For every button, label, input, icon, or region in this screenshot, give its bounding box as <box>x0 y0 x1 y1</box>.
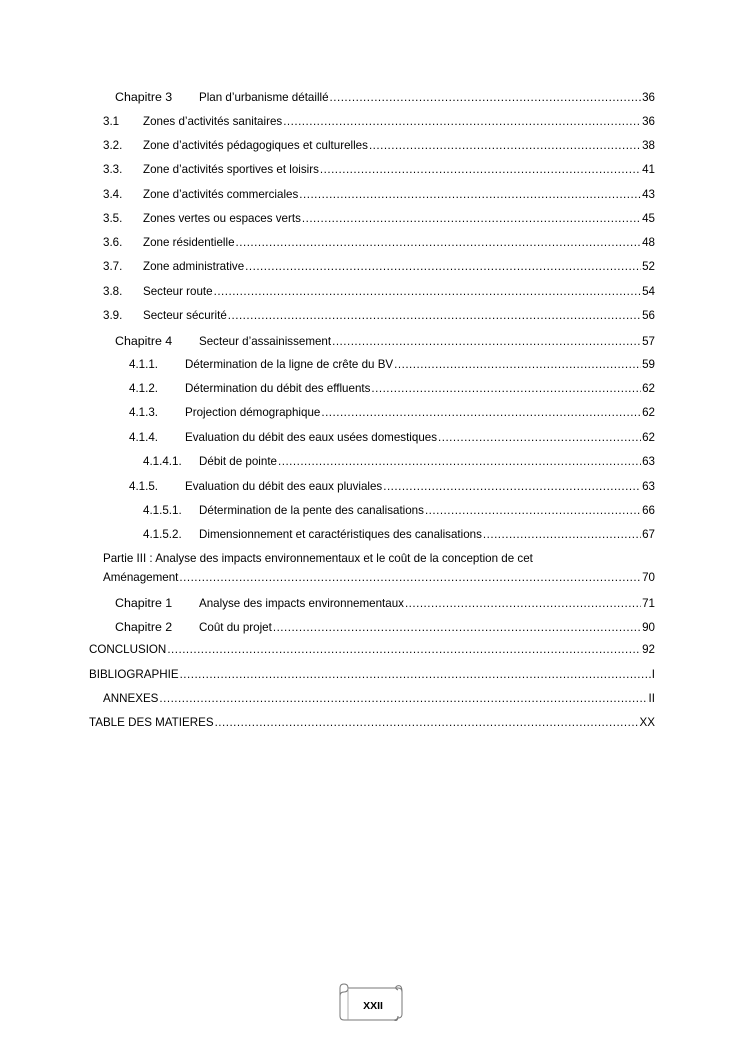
toc-entry[interactable] <box>103 137 655 155</box>
toc-entry-number: 4.1.1. <box>129 358 159 371</box>
toc-entry-title: Détermination de la pente des canalisations <box>199 504 424 517</box>
toc-entry[interactable] <box>103 307 655 325</box>
toc-leader <box>321 404 641 422</box>
toc-entry[interactable] <box>89 714 655 732</box>
toc-entry[interactable] <box>129 478 655 496</box>
toc-entry[interactable] <box>129 356 655 374</box>
toc-leader <box>483 526 641 544</box>
toc-entry-number: 3.7. <box>103 260 123 273</box>
toc-entry-number: 3.4. <box>103 188 123 201</box>
toc-entry-title: Secteur d’assainissement <box>199 335 332 348</box>
toc-entry[interactable] <box>115 594 655 612</box>
toc-entry-title: ANNEXES <box>103 692 159 705</box>
toc-entry-page: 43 <box>642 188 655 201</box>
toc-entry-title: Zone d’activités pédagogiques et culturelles <box>143 139 368 152</box>
toc-leader <box>394 356 641 374</box>
toc-entry-number: 3.6. <box>103 236 123 249</box>
toc-entry[interactable] <box>103 690 655 708</box>
toc-entry[interactable] <box>115 332 655 350</box>
toc-leader <box>245 258 641 276</box>
toc-entry-title: Analyse des impacts environnementaux <box>199 597 404 610</box>
toc-entry-number: 4.1.5.1. <box>143 504 182 517</box>
toc-entry-title: Débit de pointe <box>199 455 277 468</box>
page-number-scroll <box>336 980 408 1026</box>
toc-entry[interactable] <box>143 453 655 471</box>
toc-entry-page: 63 <box>642 455 655 468</box>
toc-entry[interactable] <box>129 429 655 447</box>
toc-leader <box>167 641 641 659</box>
toc-entry-title: Zone d’activités commerciales <box>143 188 299 201</box>
toc-entry-page: 59 <box>642 358 655 371</box>
toc-entry-number: 3.1 <box>103 115 120 128</box>
toc-entry-title: Dimensionnement et caractéristiques des canalisations <box>199 528 482 541</box>
toc-entry-title: Détermination du débit des effluents <box>185 382 371 395</box>
toc-entry-number: Chapitre 2 <box>115 620 173 634</box>
toc-entry-number: 3.5. <box>103 212 123 225</box>
toc-entry[interactable] <box>103 234 655 252</box>
toc-leader <box>302 210 641 228</box>
toc-entry-page: 36 <box>642 115 655 128</box>
toc-entry-title: Evaluation du débit des eaux usées domestiques <box>185 431 438 444</box>
toc-entry-number: 4.1.2. <box>129 382 159 395</box>
toc-entry-page: 66 <box>642 504 655 517</box>
toc-entry-title: Secteur sécurité <box>143 309 227 322</box>
toc-entry[interactable] <box>129 404 655 422</box>
toc-entry[interactable] <box>103 186 655 204</box>
toc-entry-number: 4.1.3. <box>129 406 159 419</box>
toc-leader <box>214 283 641 301</box>
toc-entry-page: 62 <box>642 382 655 395</box>
toc-entry-page: 63 <box>642 480 655 493</box>
toc-entry-title: CONCLUSION <box>89 643 167 656</box>
toc-leader <box>383 478 641 496</box>
toc-leader <box>299 186 641 204</box>
toc-entry-number: 3.8. <box>103 285 123 298</box>
toc-entry-page: 71 <box>642 597 655 610</box>
toc-leader <box>332 333 641 351</box>
toc-entry-page: 90 <box>642 621 655 634</box>
toc-leader <box>215 714 639 732</box>
toc-entry[interactable] <box>115 618 655 636</box>
toc-entry-page: 56 <box>642 309 655 322</box>
toc-entry[interactable] <box>115 88 655 106</box>
part-3-heading[interactable]: Partie III : Analyse des impacts environnementaux et le coût de la conception de cet <box>103 552 533 565</box>
toc-leader <box>438 429 641 447</box>
toc-entry[interactable] <box>103 113 655 131</box>
toc-leader <box>371 380 641 398</box>
toc-entry-page: 92 <box>642 643 655 656</box>
toc-entry-page: XX <box>639 716 655 729</box>
toc-entry-page: 38 <box>642 139 655 152</box>
toc-leader <box>228 307 641 325</box>
toc-entry-page: II <box>648 692 655 705</box>
toc-leader <box>273 619 641 637</box>
toc-entry-title: Plan d’urbanisme détaillé <box>199 91 329 104</box>
toc-entry[interactable] <box>143 526 655 544</box>
toc-entry-page: 57 <box>642 335 655 348</box>
toc-leader <box>179 569 641 587</box>
toc-entry[interactable] <box>103 210 655 228</box>
toc-entry-page: 62 <box>642 431 655 444</box>
toc-entry-title: Secteur route <box>143 285 213 298</box>
toc-entry-number: 4.1.4. <box>129 431 159 444</box>
toc-entry-number: 3.2. <box>103 139 123 152</box>
toc-entry[interactable] <box>103 569 655 587</box>
toc-entry-page: 36 <box>642 91 655 104</box>
toc-leader <box>159 690 647 708</box>
toc-entry-title: Coût du projet <box>199 621 272 634</box>
toc-entry[interactable] <box>89 666 655 684</box>
toc-entry[interactable] <box>89 641 655 659</box>
toc-leader <box>278 453 641 471</box>
toc-leader <box>330 89 642 107</box>
toc-entry-number: 3.9. <box>103 309 123 322</box>
toc-entry-number: 4.1.5.2. <box>143 528 182 541</box>
toc-entry-title: BIBLIOGRAPHIE <box>89 668 179 681</box>
toc-entry-title: Zone résidentielle <box>143 236 235 249</box>
toc-entry-title: Aménagement <box>103 571 179 584</box>
toc-entry-title: TABLE DES MATIERES <box>89 716 214 729</box>
toc-entry-title: Evaluation du débit des eaux pluviales <box>185 480 383 493</box>
toc-entry-title: Zone administrative <box>143 260 245 273</box>
toc-entry-number: Chapitre 1 <box>115 596 173 610</box>
toc-entry-page: 41 <box>642 163 655 176</box>
toc-entry-number: Chapitre 3 <box>115 90 173 104</box>
toc-entry-page: 52 <box>642 260 655 273</box>
toc-entry[interactable] <box>103 258 655 276</box>
toc-entry-title: Zones vertes ou espaces verts <box>143 212 301 225</box>
toc-entry-page: 45 <box>642 212 655 225</box>
toc-entry[interactable] <box>103 283 655 301</box>
toc-entry[interactable] <box>103 161 655 179</box>
toc-entry[interactable] <box>129 380 655 398</box>
page-number: XXII <box>363 1000 383 1012</box>
toc-entry-number: Chapitre 4 <box>115 334 173 348</box>
toc-leader <box>236 234 642 252</box>
toc-leader <box>369 137 641 155</box>
toc-entry-page: 54 <box>642 285 655 298</box>
toc-entry-title: Projection démographique <box>185 406 321 419</box>
toc-leader <box>320 161 641 179</box>
toc-leader <box>180 666 651 684</box>
toc-entry-title: Zones d’activités sanitaires <box>143 115 283 128</box>
toc-entry-page: 48 <box>642 236 655 249</box>
toc-leader <box>283 113 641 131</box>
toc-entry-page: 70 <box>642 571 655 584</box>
toc-entry-number: 4.1.5. <box>129 480 159 493</box>
toc-entry-page: I <box>651 668 655 681</box>
toc-entry-title: Détermination de la ligne de crête du BV <box>185 358 394 371</box>
toc-entry-title: Zone d’activités sportives et loisirs <box>143 163 319 176</box>
toc-leader <box>425 502 641 520</box>
toc-entry-number: 3.3. <box>103 163 123 176</box>
toc-entry-page: 62 <box>642 406 655 419</box>
toc-entry[interactable] <box>143 502 655 520</box>
toc-entry-page: 67 <box>642 528 655 541</box>
toc-leader <box>405 595 641 613</box>
toc-entry-number: 4.1.4.1. <box>143 455 182 468</box>
